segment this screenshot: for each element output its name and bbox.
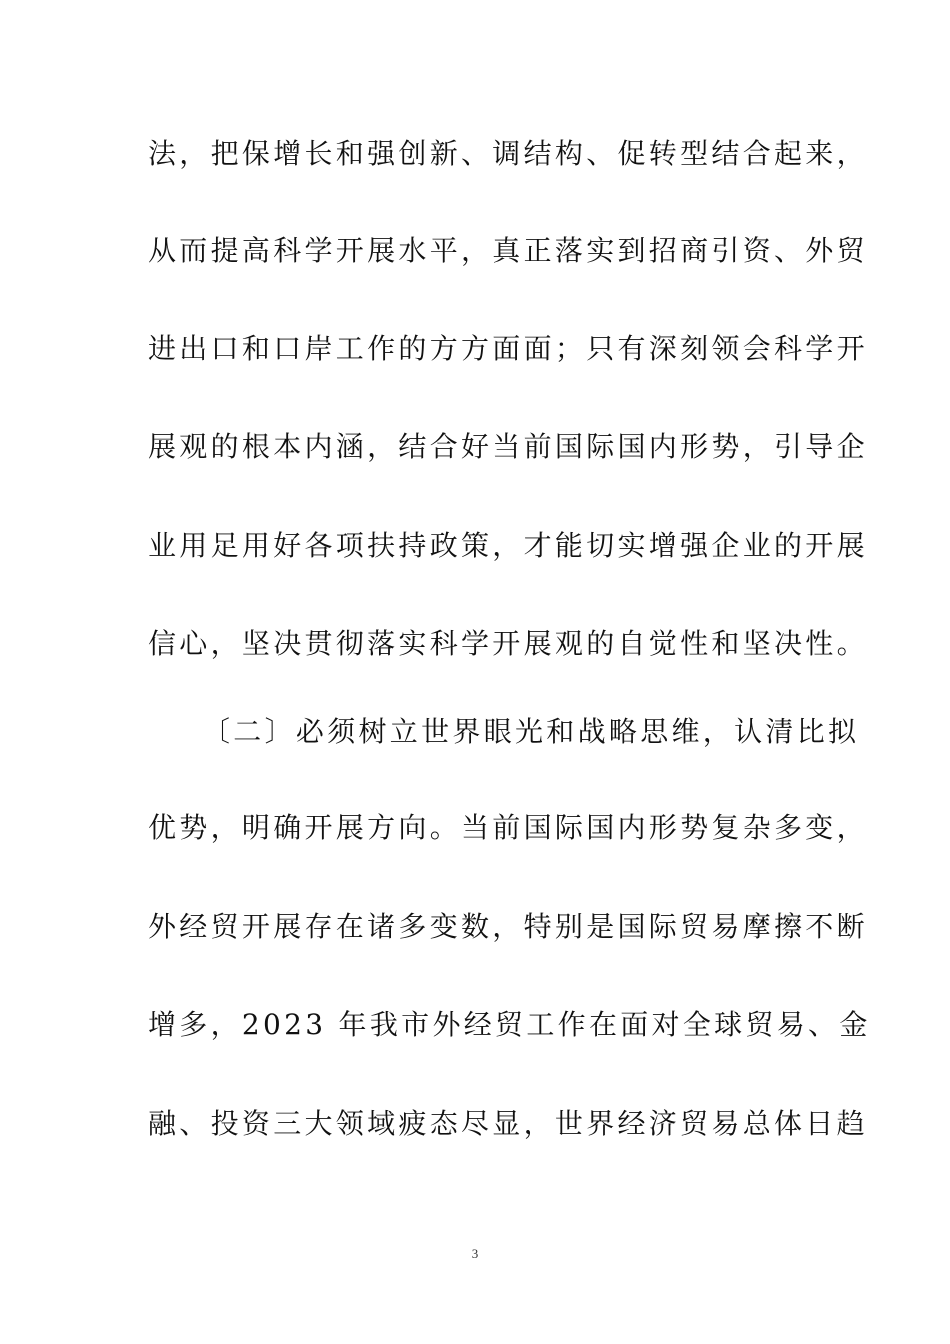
text-line-8: 优势，明确开展方向。当前国际国内形势复杂多变， [148,811,868,844]
text-line-5: 业用足用好各项扶持政策，才能切实增强企业的开展 [148,529,868,562]
section-heading-line: 〔二〕必须树立世界眼光和战略思维，认清比拟 [202,715,860,748]
text-line-2: 从而提高科学开展水平，真正落实到招商引资、外贸 [148,234,868,267]
text-line-4: 展观的根本内涵，结合好当前国际国内形势，引导企 [148,430,868,463]
text-line-11: 融、投资三大领域疲态尽显，世界经济贸易总体日趋 [148,1107,868,1140]
page-number: 3 [471,1246,479,1261]
text-line-1: 法，把保增长和强创新、调结构、促转型结合起来， [148,137,868,170]
text-line-9: 外经贸开展存在诸多变数，特别是国际贸易摩擦不断 [148,910,868,943]
text-line-3: 进出口和口岸工作的方方面面；只有深刻领会科学开 [148,332,868,365]
text-line-10: 增多，2023 年我市外经贸工作在面对全球贸易、金 [148,1008,871,1041]
text-line-6: 信心，坚决贯彻落实科学开展观的自觉性和坚决性。 [148,627,868,660]
